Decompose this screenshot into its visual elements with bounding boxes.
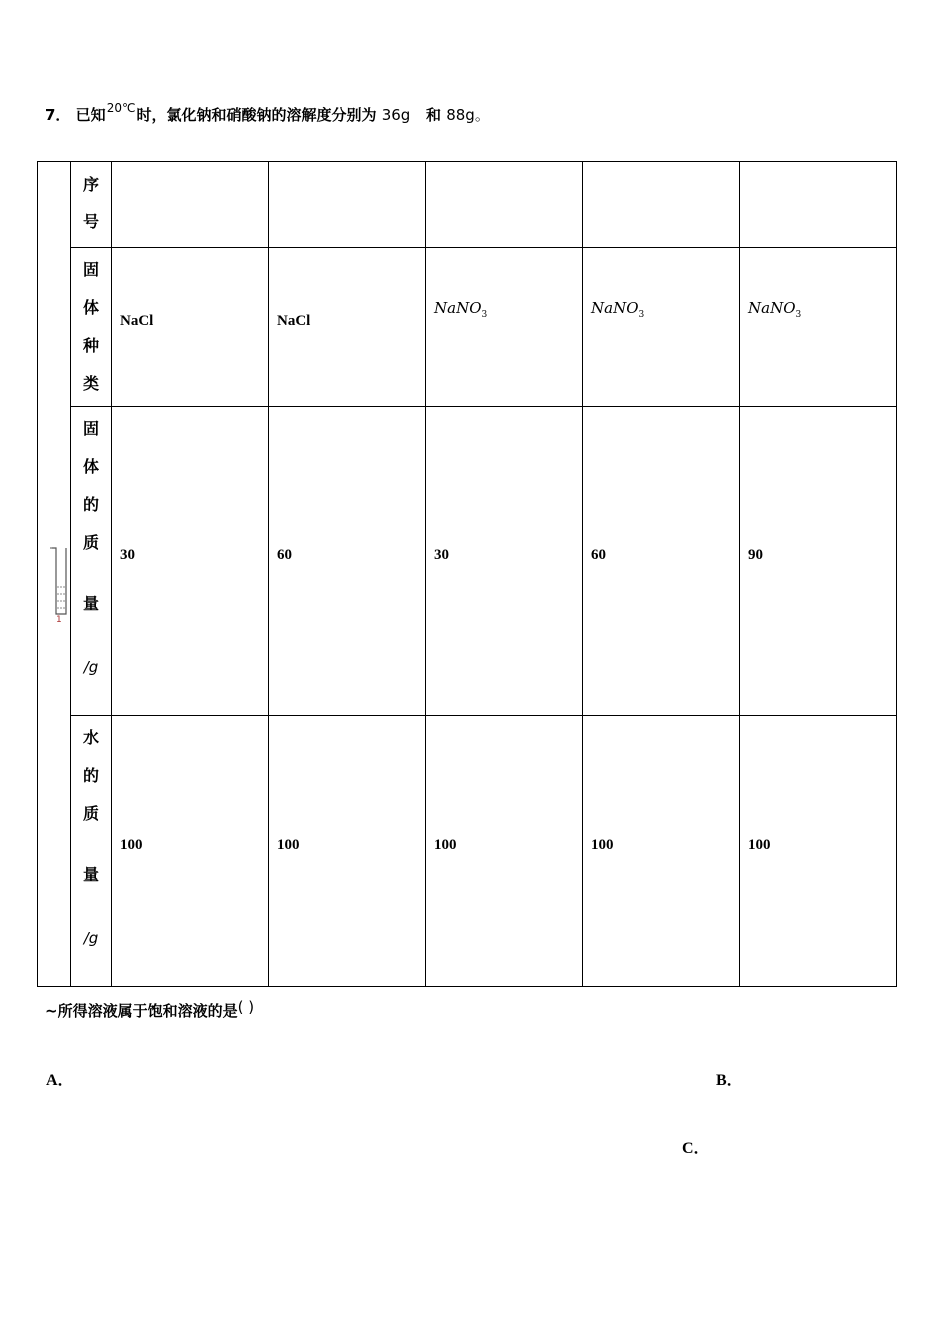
header-char: 质: [82, 804, 99, 823]
row-divider: [71, 715, 896, 716]
header-solid-mass: [71, 406, 111, 715]
side-column: [38, 162, 71, 986]
question-line: [45, 101, 490, 125]
col-divider: [582, 162, 583, 986]
question-text: 时，氯化钠和硝酸钠的溶解度分别为: [136, 106, 377, 124]
beaker-icon: [50, 542, 68, 622]
stem-text: 所得溶液属于饱和溶液的是: [57, 1002, 238, 1020]
solid-type-2: NaCl: [277, 313, 311, 329]
row-divider: [71, 247, 896, 248]
solid-mass-2: 60: [277, 547, 292, 563]
header-char: 固: [82, 419, 99, 438]
solid-type-3: NaNO$_3$: [434, 299, 488, 320]
solubility-nacl: 36g: [381, 106, 411, 124]
data-table: [37, 161, 897, 987]
option-a[interactable]: A．: [46, 1072, 74, 1089]
water-mass-3: 100: [434, 837, 457, 853]
header-char: 体: [82, 298, 99, 317]
col-divider: [111, 162, 112, 986]
answer-blank: ( ): [237, 998, 255, 1016]
row-divider: [71, 406, 896, 407]
option-c[interactable]: C．: [682, 1140, 710, 1157]
water-mass-4: 100: [591, 837, 614, 853]
solid-mass-5: 90: [748, 547, 763, 563]
header-char: 的: [82, 495, 99, 514]
solid-mass-3: 30: [434, 547, 449, 563]
header-char: 量: [82, 865, 99, 884]
solubility-nano3: 88g。: [446, 106, 490, 124]
header-sequence: [71, 162, 111, 247]
col-divider: [425, 162, 426, 986]
water-mass-1: 100: [120, 837, 143, 853]
question-connector: 和: [425, 106, 441, 124]
header-char: 序: [82, 175, 99, 194]
header-char: 量: [82, 594, 99, 613]
solid-type-4: NaNO$_3$: [591, 299, 645, 320]
question-prefix: 已知: [75, 106, 106, 124]
header-char: 体: [82, 457, 99, 476]
solid-type-1: NaCl: [120, 313, 154, 329]
header-char: 类: [82, 374, 99, 393]
header-char: 号: [82, 212, 99, 231]
option-b[interactable]: B．: [716, 1072, 743, 1089]
header-char: 种: [82, 336, 99, 355]
header-unit: /g: [83, 929, 99, 947]
header-char: 质: [82, 533, 99, 552]
water-mass-5: 100: [748, 837, 771, 853]
solid-type-5: NaNO$_3$: [748, 299, 802, 320]
header-char: 固: [82, 260, 99, 279]
col-divider: [268, 162, 269, 986]
header-solid-type: [71, 247, 111, 406]
svg-text:1: 1: [56, 615, 62, 622]
question-stem: [45, 1000, 254, 1021]
col-divider: [739, 162, 740, 986]
question-number: 7．: [45, 106, 71, 124]
solid-mass-4: 60: [591, 547, 606, 563]
solid-mass-1: 30: [120, 547, 135, 563]
header-char: 水: [82, 728, 99, 747]
temperature-condition: 20℃: [106, 101, 136, 115]
header-unit: /g: [83, 658, 99, 676]
stem-lead: ~: [45, 1002, 58, 1020]
header-water-mass: [71, 715, 111, 986]
water-mass-2: 100: [277, 837, 300, 853]
header-char: 的: [82, 766, 99, 785]
